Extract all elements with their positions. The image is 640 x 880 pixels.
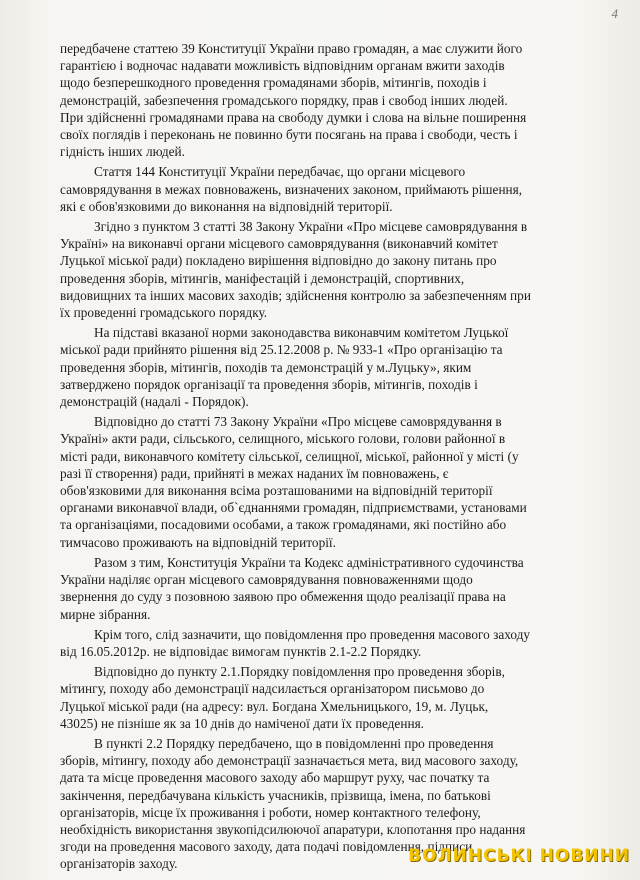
text-line: закінчення, передбачувана кількість учасників, прізвища, імена, по батькові [60,787,491,803]
text-line: Луцької міської ради) покладено вирішення відповідно до закону питань про [60,253,497,269]
text-line: необхідність використання звукопідсилюючої апаратури, клопотання про надання [60,821,526,837]
paragraph [60,626,600,660]
page-number-mark: 4 [611,6,618,21]
paragraph [60,663,600,732]
text-line: Стаття 144 Конституції України передбачає, що органи місцевого [94,164,466,180]
paragraph [60,40,600,160]
text-line: їх проведенні громадського порядку. [60,305,268,321]
text-line: зборів, мітингу, походу або демонстрації зазначається мета, вид масового заходу, [60,753,519,769]
text-line: проведення зборів, мітингів, походів та демонстрацій у м.Луцьку», яким [60,359,472,375]
paragraph [60,163,600,215]
text-line: На підставі вказаної норми законодавства виконавчим комітетом Луцької [94,325,509,341]
text-line: проведення зборів, мітингів, маніфестацій і демонстрацій, спортивних, [60,270,465,286]
text-line: Відповідно до статті 73 Закону України «Про місцеве самоврядування в [94,414,502,430]
text-line: разі її створення) ради, прийняті в межах наданих їм повноважень, є [60,465,449,481]
text-line: які є обов'язковими до виконання на відповідній території. [60,198,393,214]
text-line: організаторів заходу. [60,856,178,872]
text-line: Відповідно до пункту 2.1.Порядку повідомлення про проведення зборів, [94,664,505,680]
text-line: обов'язковими для виконання всіма розташованими на відповідній території [60,483,493,499]
text-line: звернення до суду з позовною заявою про обмеження щодо реалізації права на [60,589,506,605]
text-line: від 16.05.2012р. не відповідає вимогам пунктів 2.1-2.2 Порядку. [60,643,422,659]
text-line: Україні» на виконавчі органи місцевого самоврядування (виконавчий комітет [60,236,498,252]
text-line: затверджено порядок організації та проведення зборів, мітингів, походів і [60,376,478,392]
text-line: Разом з тим, Конституція України та Кодекс адміністративного судочинства [94,554,524,570]
text-line: мирне зібрання. [60,606,151,622]
text-line: органами виконавчої влади, об`єднаннями громадян, підприємствами, установами [60,500,527,516]
paragraph [60,218,600,321]
text-line: Луцької міської ради (на адресу: вул. Богдана Хмельницького, 19, м. Луцьк, [60,698,489,714]
text-line: своїх поглядів і переконань не повинно бути посягань на права і свободи, честь і [60,127,518,143]
text-line: України наділяє орган місцевого самоврядування повноваженнями щодо [60,572,473,588]
text-line: демонстрацій (надалі - Порядок). [60,394,249,410]
text-line: гарантією і водночас надавати можливість відповідним органам вжити заходів [60,58,505,74]
text-line: організаторів, місце їх проживання і роботи, номер контактного телефону, [60,804,481,820]
text-line: Україні» акти ради, сільського, селищного, міського голови, голови районної в [60,431,506,447]
text-line: Крім того, слід зазначити, що повідомлення про проведення масового заходу [94,626,531,642]
paragraph [60,413,600,551]
text-line: та організаціями, посадовими особами, а також громадянами, які постійно або [60,517,507,533]
text-line: мітингу, походу або демонстрації надсилається організатором письмово до [60,681,485,697]
text-line: самоврядування в межах повноважень, визначених законом, приймають рішення, [60,181,523,197]
text-line: 43025) не пізніше як за 10 днів до наміченої дати їх проведення. [60,715,425,731]
text-line: В пункті 2.2 Порядку передбачено, що в повідомленні про проведення [94,735,494,751]
watermark-logo: ВОЛИНСЬКІ НОВИНИ [408,846,630,866]
text-line: щодо безперешкодного проведення громадянами зборів, мітингів, походів і [60,75,487,91]
text-line: тимчасово проживають на відповідній території. [60,534,336,550]
text-line: гідність інших людей. [60,144,185,160]
document-body [60,40,600,876]
text-line: передбачене статтею 39 Конституції України право громадян, а має служити його [60,41,523,56]
text-line: згоди на проведення масового заходу, дата подачі повідомлення, підписи [60,839,473,855]
text-line: дата та місце проведення масового заходу або маршрут руху, час початку та [60,770,490,786]
text-line: місті ради, виконавчого комітету сільської, селищної, міської, районної у місті (у [60,448,519,464]
text-line: міської ради прийнято рішення від 25.12.2008 р. № 933-1 «Про організацію та [60,342,503,358]
paragraph [60,324,600,410]
text-line: При здійсненні громадянами права на свободу думки і слова на вільне поширення [60,109,527,125]
text-line: видовищних та інших масових заходів; здійснення контролю за забезпеченням при [60,287,531,303]
text-line: Згідно з пунктом 3 статті 38 Закону України «Про місцеве самоврядування в [94,219,528,235]
text-line: демонстрацій, забезпечення громадського порядку, прав і свобод інших людей. [60,92,508,108]
paragraph [60,554,600,623]
